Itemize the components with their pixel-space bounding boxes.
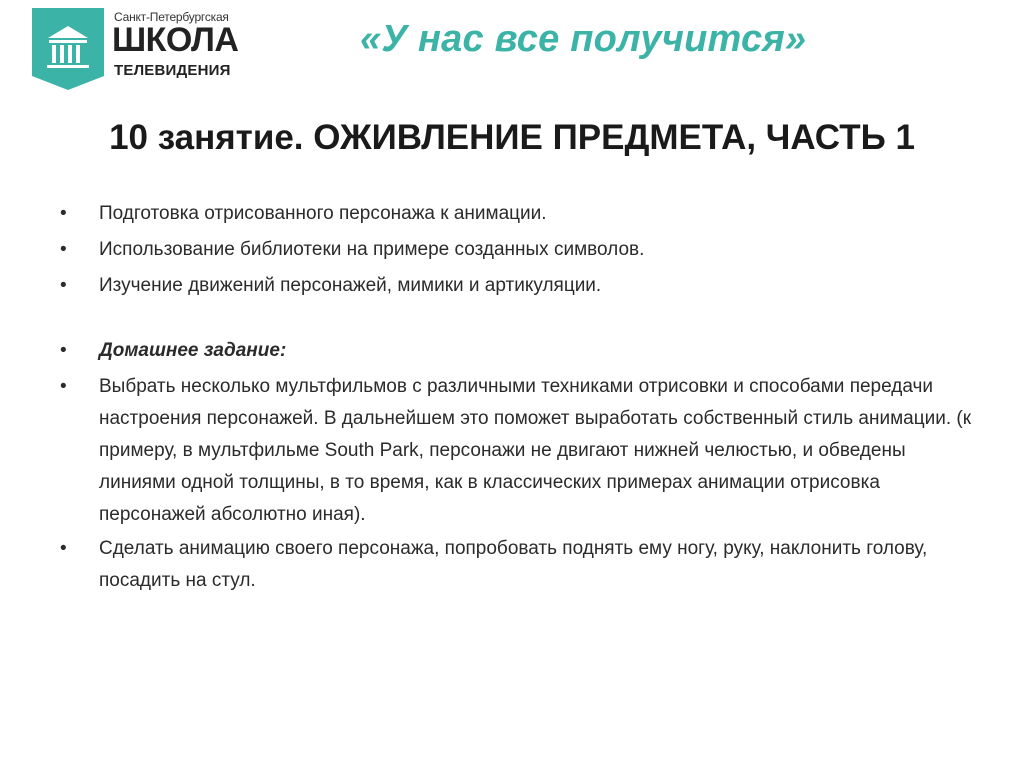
- building-columns-icon: [32, 8, 104, 90]
- list-item-text: Выбрать несколько мультфильмов с различными техниками отрисовки и способами передачи настроения персонажей. В дальнейшем это поможет выработать собственный стиль анимации. (к примеру, в мультфильме South Park, персонажи не двигают нижней челюстью, и обведены линиями одной толщины, в то время, как в классических примерах анимации отрисовка персонажей абсолютно иная).: [99, 376, 972, 525]
- slogan: «У нас все получится»: [360, 18, 807, 60]
- bullet-marker: •: [60, 239, 67, 260]
- list-item: [60, 198, 980, 230]
- list-item: [60, 234, 980, 266]
- bullet-marker: •: [60, 275, 67, 296]
- list-item: [60, 371, 980, 531]
- bullet-marker: •: [60, 376, 67, 397]
- list-item: [60, 533, 980, 597]
- bullet-marker: •: [60, 340, 67, 361]
- school-logo: [32, 8, 239, 90]
- logo-small-text: Санкт-Петербургская: [114, 10, 229, 24]
- slide-title: 10 занятие. ОЖИВЛЕНИЕ ПРЕДМЕТА, ЧАСТЬ 1: [109, 118, 915, 157]
- list-item-text: Сделать анимацию своего персонажа, попробовать поднять ему ногу, руку, наклонить голову, посадить на стул.: [99, 538, 928, 591]
- list-item: [60, 270, 980, 302]
- bullet-marker: •: [60, 538, 67, 559]
- logo-sub-text: ТЕЛЕВИДЕНИЯ: [114, 62, 231, 79]
- bullet-marker: •: [60, 203, 67, 224]
- bullet-list: [60, 198, 980, 597]
- list-item-text: Использование библиотеки на примере созданных символов.: [99, 239, 645, 260]
- logo-main-text: ШКОЛА: [112, 21, 239, 59]
- list-item-text: Изучение движений персонажей, мимики и артикуляции.: [99, 275, 602, 296]
- homework-heading: [60, 335, 980, 367]
- homework-heading-text: Домашнее задание:: [99, 340, 287, 361]
- list-item-text: Подготовка отрисованного персонажа к анимации.: [99, 203, 547, 224]
